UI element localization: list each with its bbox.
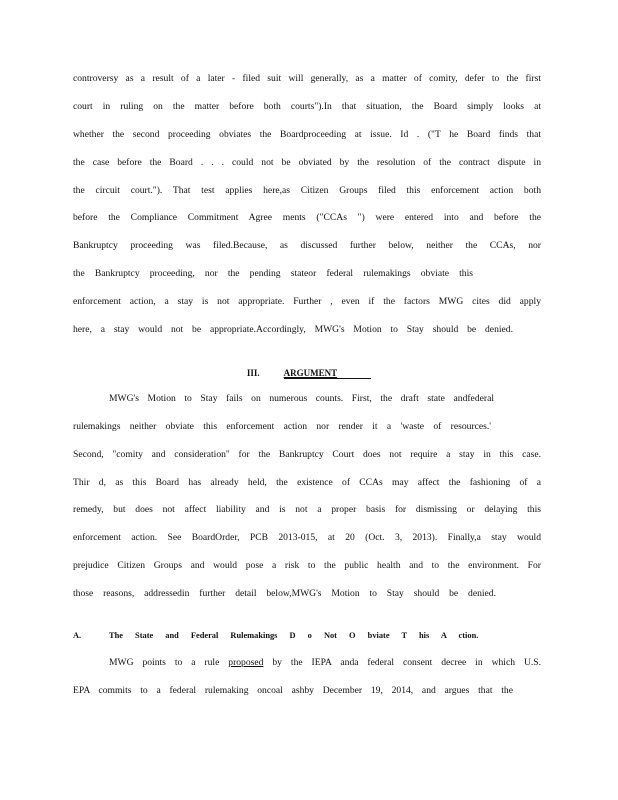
body-text-line: prejudice Citizen Groups and would pose a risk to the public health and to the environment. For — [73, 560, 541, 571]
body-text-line: remedy, but does not affect liability and is not a proper basis for dismissing or delaying this — [73, 504, 541, 515]
body-text-line: enforcement action, a stay is not appropriate. Further , even if the factors MWG cites did apply — [73, 296, 541, 307]
body-text-line: the Bankruptcy proceeding, nor the pending stateor federal rulemakings obviate this — [73, 268, 473, 279]
body-text-line: controversy as a result of a later - filed suit will generally, as a matter of comity, defer to the first — [73, 73, 541, 84]
body-text-line: Second, "comity and consideration" for the Bankruptcy Court does not require a stay in this case. — [73, 449, 541, 460]
body-text-line: here, a stay would not be appropriate.Accordingly, MWG's Motion to Stay should be denied. — [73, 324, 513, 335]
body-text-line: rulemakings neither obviate this enforcement action nor render it a 'waste of resources.' — [73, 421, 491, 432]
body-text-line: the circuit court."). That test applies here,as Citizen Groups filed this enforcement action both — [73, 185, 541, 196]
underlined-term: proposed — [228, 657, 264, 668]
body-text-fragment: by the IEPA anda federal consent decree in which U.S. — [272, 657, 541, 668]
subsection-letter: A. — [73, 631, 82, 640]
section-number: III. — [246, 368, 260, 378]
section-heading — [0, 367, 618, 379]
body-text-line: MWG's Motion to Stay fails on numerous counts. First, the draft state andfederal — [109, 393, 494, 404]
body-text-line: those reasons, addressedin further detail below,MWG's Motion to Stay should be denied. — [73, 588, 496, 599]
body-text-line: enforcement action. See BoardOrder, PCB 2013-015, at 20 (Oct. 3, 2013). Finally,a stay would — [73, 532, 541, 543]
subsection-title: The State and Federal Rulemakings D o Not O bviate T his A ction. — [109, 631, 479, 640]
body-text-line: Bankruptcy proceeding was filed.Because, as discussed further below, neither the CCAs, nor — [73, 240, 541, 251]
body-text-line — [109, 657, 541, 669]
body-text-line: the case before the Board . . . could not be obviated by the resolution of the contract dispute in — [73, 157, 541, 168]
subsection-heading — [73, 630, 478, 642]
body-text-fragment: MWG points to a rule — [109, 657, 220, 668]
body-text-line: Thir d, as this Board has already held, the existence of CCAs may affect the fashioning of a — [73, 477, 541, 488]
section-title: ARGUMENT — [284, 368, 372, 379]
body-text-line: before the Compliance Commitment Agree ments ("CCAs ") were entered into and before the — [73, 212, 541, 223]
body-text-line: whether the second proceeding obviates the Boardproceeding at issue. Id . ("T he Board finds that — [73, 129, 541, 140]
body-text-line: EPA commits to a federal rulemaking oncoal ashby December 19, 2014, and argues that the — [73, 685, 513, 696]
body-text-line: court in ruling on the matter before both courts").In that situation, the Board simply looks at — [73, 101, 541, 112]
